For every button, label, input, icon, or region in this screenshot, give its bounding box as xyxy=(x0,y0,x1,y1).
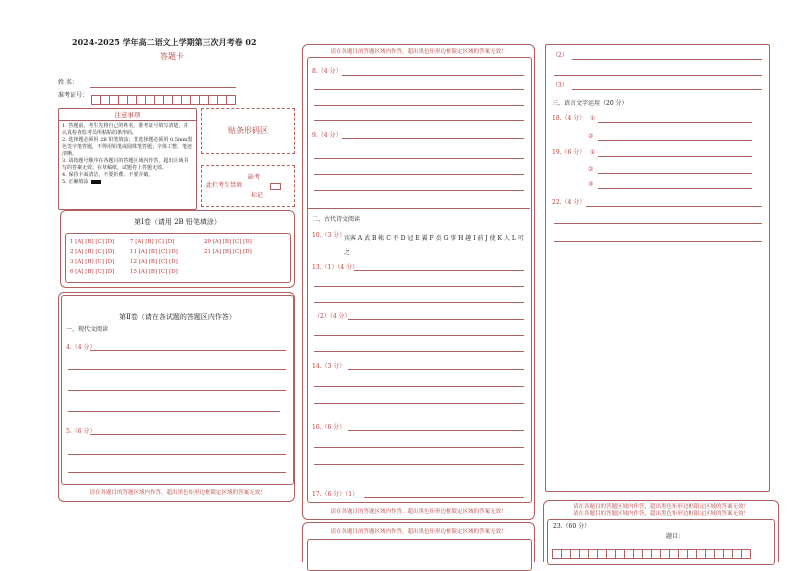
answer-line[interactable] xyxy=(598,173,752,174)
answer-line[interactable] xyxy=(572,59,762,60)
warning-text: 请在各题目的答题区域内作答，超出黑色矩形边框限定区域的答案无效！ xyxy=(330,509,507,515)
q8-label: 8.（4 分） xyxy=(312,68,342,75)
answer-line[interactable] xyxy=(314,447,524,448)
q17-label: 17.（6 分）（1） xyxy=(312,491,359,498)
choice-row[interactable]: 2 [A] [B] [C] [D] xyxy=(70,249,115,255)
id-grid[interactable] xyxy=(91,90,235,109)
part2-inner xyxy=(61,295,294,485)
section1-heading: 一、现代文阅读 xyxy=(66,326,109,333)
absent-area xyxy=(201,165,295,207)
choice-col-3 xyxy=(204,237,252,257)
q13b-label: （2）（4 分） xyxy=(314,313,351,320)
q10-options[interactable]: 宾客 A 武 B 帐 C 不 D 冠 E 翼 F 贲 G 事 H 趣 I 前 J 使 K 人 L 可之 xyxy=(344,235,524,256)
q19-mark-3: ③ xyxy=(588,181,594,188)
answer-line[interactable] xyxy=(348,369,524,370)
answer-line[interactable] xyxy=(598,188,752,189)
answer-line[interactable] xyxy=(554,241,762,242)
notice-item: 2. 选择题必须用 2B 铅笔填涂；非选择题必须用 0.5mm黑色签字笔答题，不得用铅笔或圆珠笔答题；字体工整、笔迹清晰。 xyxy=(62,137,193,157)
answer-line[interactable] xyxy=(68,472,286,473)
barcode-label: 贴条形码区 xyxy=(228,126,268,135)
answer-line[interactable] xyxy=(586,206,762,207)
answer-line[interactable] xyxy=(68,390,286,391)
q9-label: 9.（4 分） xyxy=(312,132,342,139)
answer-line[interactable] xyxy=(90,434,286,435)
absent-mark1: 缺考 xyxy=(248,174,261,181)
choice-col-1 xyxy=(70,237,114,277)
answer-line[interactable] xyxy=(314,464,524,465)
answer-line[interactable] xyxy=(68,411,280,412)
answer-line[interactable] xyxy=(314,105,524,106)
choice-row[interactable]: 20 [A] [B] [C] [D] xyxy=(204,239,252,245)
answer-line[interactable] xyxy=(572,89,762,90)
answer-line[interactable] xyxy=(598,122,752,123)
choice-row[interactable]: 6 [A] [B] [C] [D] xyxy=(70,269,115,275)
q18-label: 18.（4 分） xyxy=(552,115,586,122)
q16-label: 16.（6 分） xyxy=(312,424,346,431)
section2-heading: 二、古代诗文阅读 xyxy=(312,216,361,223)
answer-line[interactable] xyxy=(314,89,524,90)
notice-item: 4. 保持卡面清洁，不要折叠、不要弄破。 xyxy=(62,172,154,178)
name-field[interactable] xyxy=(90,87,236,88)
notice-item: 3. 请按题号顺序在各题目的答题区域内作答，超出区域书写的答案无效；在草稿纸、试题卷上答题无效。 xyxy=(62,158,189,171)
q19-mark-1: ① xyxy=(590,149,596,156)
answer-line[interactable] xyxy=(314,174,524,175)
page-subtitle: 答题卡 xyxy=(160,52,184,61)
choice-col-2 xyxy=(130,237,178,277)
choice-row[interactable]: 1 [A] [B] [C] [D] xyxy=(70,239,115,245)
part1-title: 第Ⅰ卷（请用 2B 铅笔填涂） xyxy=(134,218,221,226)
q5-label: 5.（6 分） xyxy=(66,428,96,435)
column2-next-inner xyxy=(307,539,532,571)
part1-box xyxy=(60,210,295,288)
q23-title-label: 题目： xyxy=(666,533,685,540)
choice-row[interactable]: 12 [A] [B] [C] [D] xyxy=(130,259,178,265)
warning-text: 请在各题目的答题区域内作答，超出黑色矩形边框限定区域的答案无效！ xyxy=(89,490,266,496)
notice-list xyxy=(59,121,196,188)
name-label: 姓 名： xyxy=(58,79,78,86)
column2-inner xyxy=(307,57,532,503)
choice-row[interactable]: 21 [A] [B] [C] [D] xyxy=(204,249,252,255)
notice-box xyxy=(58,108,197,210)
notice-item-fill: 5. 正确填涂 xyxy=(62,179,193,186)
filled-bar-sample xyxy=(91,180,101,184)
absent-checkbox[interactable] xyxy=(270,183,281,190)
part2-box xyxy=(58,292,295,502)
choice-row[interactable]: 7 [A] [B] [C] [D] xyxy=(130,239,175,245)
answer-line[interactable] xyxy=(364,497,524,498)
q4-label: 4.（4 分） xyxy=(66,344,96,351)
essay-grid[interactable] xyxy=(552,544,750,563)
q14-label: 14.（3 分） xyxy=(312,363,346,370)
q22-label: 22.（4 分） xyxy=(552,199,586,206)
answer-line[interactable] xyxy=(314,403,524,404)
choice-row[interactable]: 3 [A] [B] [C] [D] xyxy=(70,259,115,265)
answer-line[interactable] xyxy=(314,335,524,336)
answer-line[interactable] xyxy=(314,286,524,287)
answer-line[interactable] xyxy=(90,350,286,351)
part2-title: 第Ⅱ卷（请在各试题的答题区内作答） xyxy=(119,313,236,321)
choice-row[interactable]: 15 [A] [B] [C] [D] xyxy=(130,269,178,275)
answer-line[interactable] xyxy=(554,75,762,76)
q18-mark-1: ① xyxy=(590,115,596,122)
q13-label: 13.（1）（4 分） xyxy=(312,264,359,271)
answer-line[interactable] xyxy=(314,120,524,121)
answer-line[interactable] xyxy=(68,454,286,455)
essay-inner xyxy=(547,519,775,565)
notice-item: 1. 答题前，考生先将自己的姓名，准考证号填写清楚，并认真检查监考员所粘贴的条形码。 xyxy=(62,123,189,136)
absent-mark2: 标记 xyxy=(251,192,264,199)
answer-line[interactable] xyxy=(68,369,286,370)
q18-mark-2: ② xyxy=(588,133,594,140)
answer-line[interactable] xyxy=(314,158,524,159)
q23-label: 23.（60 分） xyxy=(553,523,591,530)
answer-line[interactable] xyxy=(554,223,762,224)
essay-box xyxy=(543,500,779,562)
q3-label: （3） xyxy=(552,82,568,89)
answer-line[interactable] xyxy=(314,386,524,387)
barcode-area xyxy=(201,108,295,154)
answer-line[interactable] xyxy=(342,75,524,76)
answer-line[interactable] xyxy=(598,156,752,157)
column2-box xyxy=(302,44,535,520)
q10-label: 10.（3 分） xyxy=(312,232,346,239)
answer-line[interactable] xyxy=(348,430,524,431)
answer-line[interactable] xyxy=(314,351,524,352)
column3-box xyxy=(545,44,770,492)
column2-next-box xyxy=(302,522,535,562)
answer-line[interactable] xyxy=(314,190,524,191)
answer-line[interactable] xyxy=(314,302,524,303)
warning-text: 请在各题目的答题区域内作答，超出黑色矩形边框限定区域的答案无效！ xyxy=(330,49,507,55)
section3-heading: 三、语言文字运用（20 分） xyxy=(552,100,628,107)
answer-line[interactable] xyxy=(598,140,752,141)
answer-line[interactable] xyxy=(354,270,524,271)
warning-text: 请在各题目的答题区域内作答，超出黑色矩形边框限定区域的答案无效！ xyxy=(572,504,749,510)
choice-row[interactable]: 11 [A] [B] [C] [D] xyxy=(130,249,178,255)
section-divider xyxy=(308,208,530,209)
warning-text: 请在各题目的答题区域内作答，超出黑色矩形边框限定区域的答案无效！ xyxy=(572,511,749,517)
answer-line[interactable] xyxy=(342,138,524,139)
notice-title: 注意事项 xyxy=(59,109,196,121)
answer-line[interactable] xyxy=(348,319,524,320)
absent-label: 此栏考生禁填 xyxy=(206,182,243,189)
q2-label: （2） xyxy=(552,52,568,59)
q19-mark-2: ② xyxy=(588,166,594,173)
choice-grid xyxy=(65,233,291,283)
page-title: 2024-2025 学年高二语文上学期第三次月考卷 02 xyxy=(72,37,257,47)
warning-text: 请在各题目的答题区域内作答，超出黑色矩形边框限定区域的答案无效！ xyxy=(330,529,507,535)
id-label: 准考证号： xyxy=(58,92,89,99)
q19-label: 19.（6 分） xyxy=(552,149,586,156)
